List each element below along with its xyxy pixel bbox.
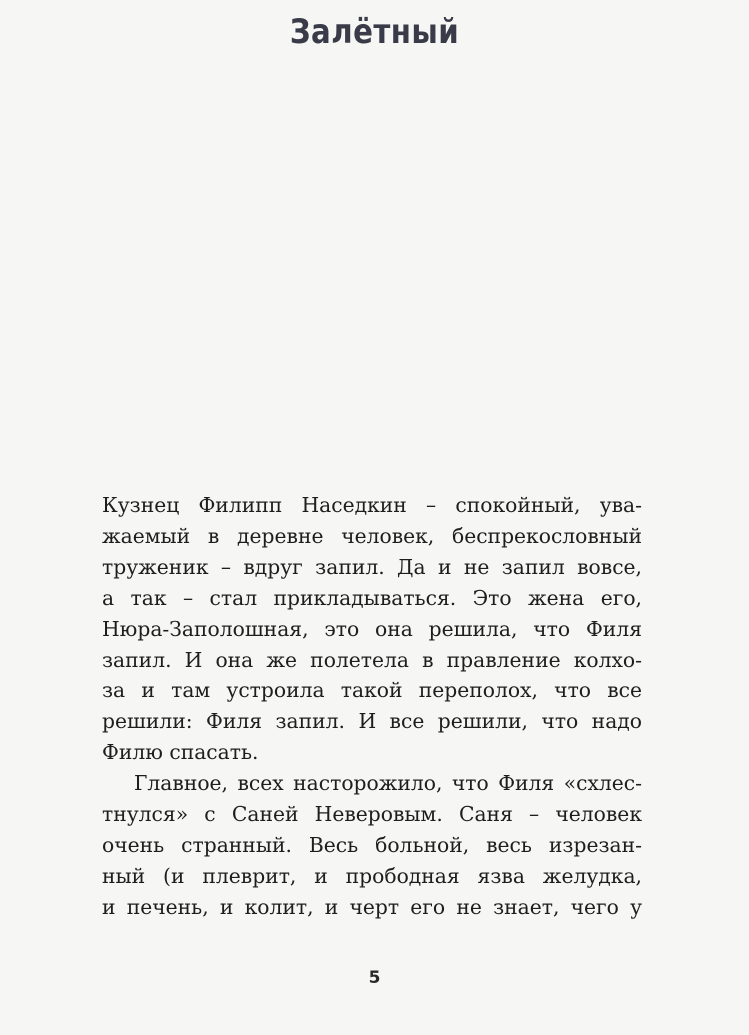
text-line: очень странный. Весь больной, весь изрезан- — [102, 832, 642, 857]
body-text — [102, 490, 642, 923]
text-line: Главное, всех насторожило, что Филя «схлес- — [134, 771, 642, 796]
text-line: Кузнец Филипп Наседкин – спокойный, ува- — [102, 493, 642, 517]
page-number: 5 — [368, 968, 381, 988]
text-line: и печень, и колит, и черт его не знает, чего у — [102, 894, 642, 919]
text-line: решили: Филя запил. И все решили, что надо — [102, 709, 642, 734]
paragraph-2 — [102, 768, 642, 923]
text-line: а так – стал прикладываться. Это жена его, — [102, 585, 642, 610]
text-line: запил. И она же полетела в правление колхо- — [102, 647, 642, 672]
text-line: Нюра-Заполошная, это она решила, что Филя — [102, 616, 642, 641]
text-line: жаемый в деревне человек, беспрекословный — [102, 523, 642, 548]
text-line: Филю спасать. — [102, 740, 259, 765]
text-line: труженик – вдруг запил. Да и не запил вовсе, — [102, 554, 642, 579]
chapter-title: Залётный — [289, 12, 460, 52]
text-line: за и там устроила такой переполох, что все — [102, 678, 642, 703]
text-line: ный (и плеврит, и прободная язва желудка, — [102, 863, 642, 888]
text-line: тнулся» с Саней Неверовым. Саня – человек — [102, 802, 642, 827]
paragraph-1 — [102, 490, 642, 768]
